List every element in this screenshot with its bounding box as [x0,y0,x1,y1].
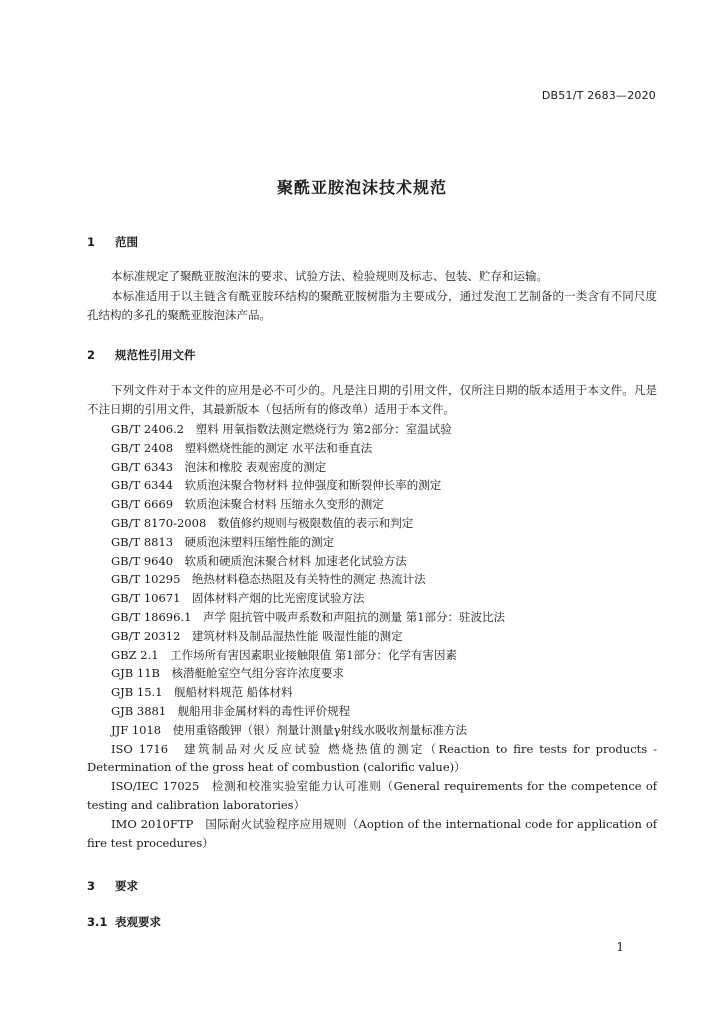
reference-item: IMO 2010FTP 国际耐火试验程序应用规则（Aoption of the international code for application of fire test procedures） [87,816,657,850]
scope-paragraph-1: 本标准规定了聚酰亚胺泡沫的要求、试验方法、检验规则及标志、包装、贮存和运输。 [111,269,548,283]
section-title: 范围 [115,235,138,249]
section-title: 要求 [115,879,138,893]
section-heading-3-1 [87,914,161,930]
reference-item: GB/T 20312 建筑材料及制品湿热性能 吸湿性能的测定 [111,628,403,643]
reference-item: ISO 1716 建筑制品对火反应试验 燃烧热值的测定（Reaction to fire tests for products - Determination of the gross heat of combustion (calorific value)） [87,741,657,775]
reference-item: GBZ 2.1 工作场所有害因素职业接触限值 第1部分：化学有害因素 [111,647,458,662]
reference-item: GJB 15.1 舰船材料规范 船体材料 [111,685,293,700]
document-title: 聚酰亚胺泡沫技术规范 [276,178,447,197]
section-title: 规范性引用文件 [115,348,196,362]
reference-item: JJF 1018 使用重铬酸钾（银）剂量计测量γ射线水吸收剂量标准方法 [111,722,467,737]
reference-item: GB/T 10295 绝热材料稳态热阻及有关特性的测定 热流计法 [111,572,426,587]
reference-item: GB/T 6669 软质泡沫聚合材料 压缩永久变形的测定 [111,497,384,512]
reference-item: GJB 3881 舰船用非金属材料的毒性评价规程 [111,703,351,718]
reference-item: GB/T 10671 固体材料产烟的比光密度试验方法 [111,591,365,606]
reference-item: GB/T 9640 软质和硬质泡沫聚合材料 加速老化试验方法 [111,553,407,568]
normative-intro: 下列文件对于本文件的应用是必不可少的。凡是注日期的引用文件，仅所注日期的版本适用于本文件。凡是不注日期的引用文件，其最新版本（包括所有的修改单）适用于本文件。 [87,383,657,416]
reference-item: GB/T 8170-2008 数值修约规则与极限数值的表示和判定 [111,515,414,530]
scope-paragraph-2: 本标准适用于以主链含有酰亚胺环结构的聚酰亚胺树脂为主要成分，通过发泡工艺制备的一类含有不同尺度孔结构的多孔的聚酰亚胺泡沫产品。 [87,289,657,322]
section-number: 3.1 [87,915,108,929]
section-title: 表观要求 [115,915,161,929]
section-heading-1 [87,234,138,250]
page-number: 1 [616,940,624,954]
reference-item: GB/T 2406.2 塑料 用氧指数法测定燃烧行为 第2部分：室温试验 [111,422,452,436]
document-code: DB51/T 2683—2020 [541,89,656,102]
reference-item: GJB 11B 核潜艇舱室空气组分容许浓度要求 [111,666,344,681]
reference-item: GB/T 6343 泡沫和橡胶 表观密度的测定 [111,459,327,474]
section-heading-3 [87,878,138,894]
reference-item: GB/T 6344 软质泡沫聚合物材料 拉伸强度和断裂伸长率的测定 [111,478,442,493]
section-number: 3 [87,879,96,893]
section-number: 1 [87,235,96,249]
section-number: 2 [87,348,96,362]
reference-item: GB/T 18696.1 声学 阻抗管中吸声系数和声阻抗的测量 第1部分：驻波比法 [111,609,506,624]
section-heading-2 [87,347,196,363]
reference-list [87,420,657,852]
reference-item: GB/T 8813 硬质泡沫塑料压缩性能的测定 [111,534,335,549]
reference-item: ISO/IEC 17025 检测和校准实验室能力认可准则（General requirements for the competence of testing and calibration laboratories） [87,779,657,812]
reference-item: GB/T 2408 塑料燃烧性能的测定 水平法和垂直法 [111,440,373,455]
